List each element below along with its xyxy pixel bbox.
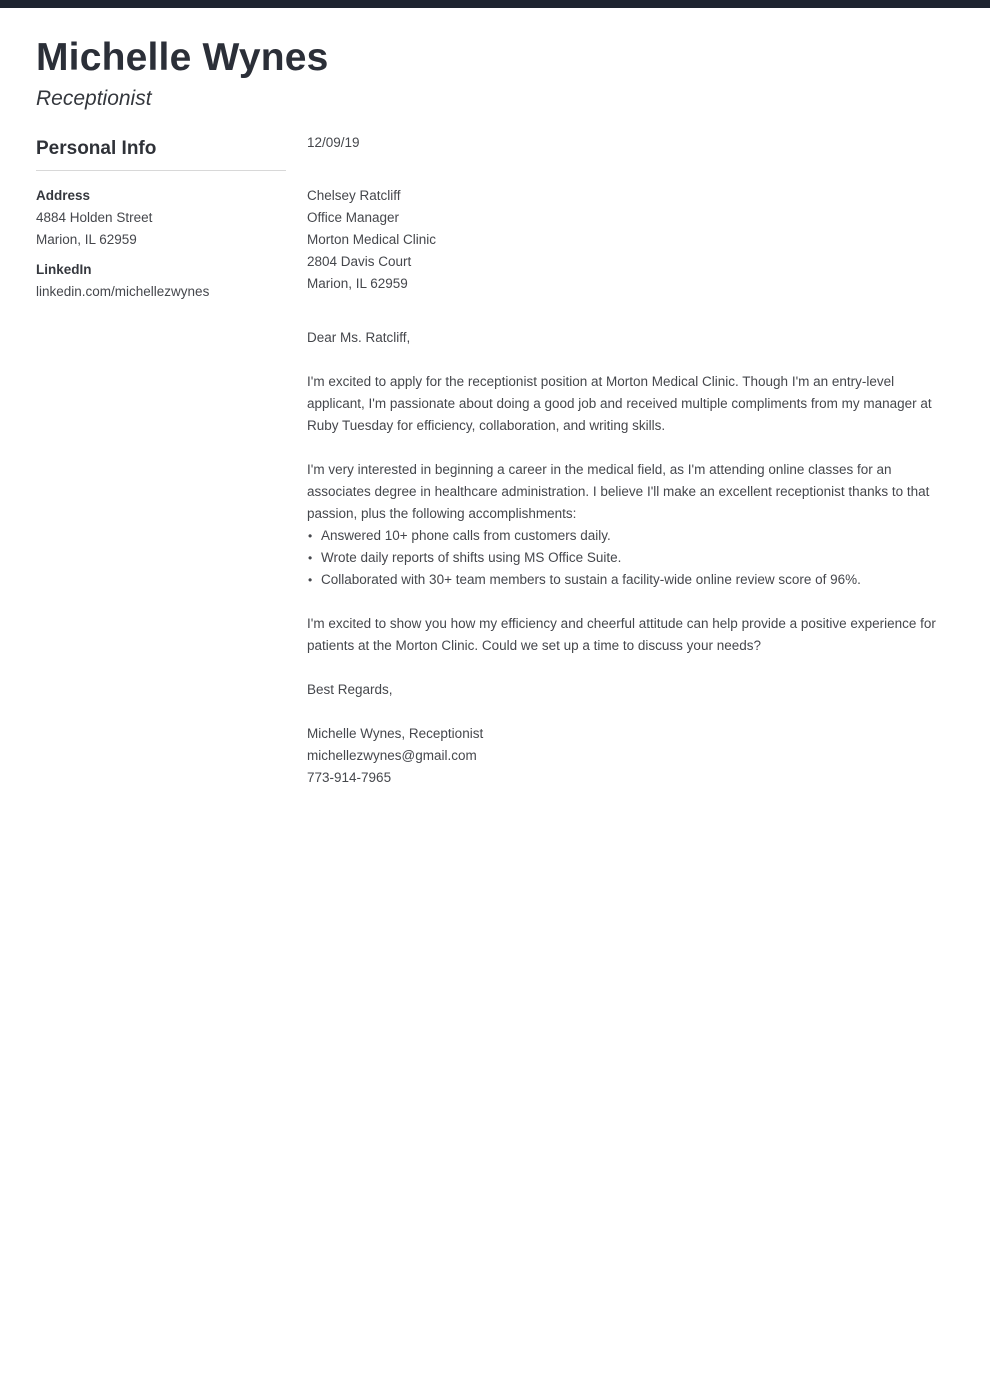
applicant-name: Michelle Wynes	[36, 36, 329, 79]
linkedin-section	[36, 259, 286, 303]
signature-phone: 773-914-7965	[307, 770, 392, 785]
recipient-city: Marion, IL 62959	[307, 276, 408, 291]
salutation: Dear Ms. Ratcliff,	[307, 330, 411, 345]
signoff: Best Regards,	[307, 682, 393, 697]
accomplishments-list	[307, 525, 952, 591]
address-street: 4884 Holden Street	[36, 210, 153, 225]
content-columns	[36, 133, 952, 789]
address-section	[36, 185, 286, 251]
recipient-block	[307, 185, 952, 295]
signature-block	[307, 723, 952, 789]
paragraph-interest: I'm very interested in beginning a career in the medical field, as I'm attending online classes for an associates degree in healthcare administration. I believe I'll make an excellent receptionist thanks to that passion, plus the following accomplishments:	[307, 462, 930, 521]
recipient-company: Morton Medical Clinic	[307, 232, 437, 247]
signature-name: Michelle Wynes, Receptionist	[307, 726, 484, 741]
letter-body	[307, 133, 952, 789]
recipient-street: 2804 Davis Court	[307, 254, 412, 269]
accomplishment-item: • Answered 10+ phone calls from customers daily.	[307, 525, 952, 547]
paragraph-closing: I'm excited to show you how my efficiency and cheerful attitude can help provide a positive experience for patients at the Morton Clinic. Could we set up a time to discuss your needs?	[307, 616, 936, 653]
personal-info-sidebar	[36, 133, 286, 303]
address-label: Address	[36, 188, 91, 203]
linkedin-url: linkedin.com/michellezwynes	[36, 284, 210, 299]
signature-email: michellezwynes@gmail.com	[307, 748, 477, 763]
applicant-job-title: Receptionist	[36, 87, 152, 110]
sidebar-heading: Personal Info	[36, 137, 286, 171]
recipient-title: Office Manager	[307, 210, 400, 225]
paragraph-intro: I'm excited to apply for the receptionist position at Morton Medical Clinic. Though I'm an entry-level applicant, I'm passionate about doing a good job and received multiple compliments from my manager at Ruby Tuesday for efficiency, collaboration, and writing skills.	[307, 374, 932, 433]
accomplishment-item: • Wrote daily reports of shifts using MS Office Suite.	[307, 547, 952, 569]
letter-header	[36, 36, 952, 111]
address-city: Marion, IL 62959	[36, 232, 137, 247]
linkedin-label: LinkedIn	[36, 262, 92, 277]
recipient-name: Chelsey Ratcliff	[307, 188, 401, 203]
accent-top-bar	[0, 0, 990, 8]
accomplishment-item: • Collaborated with 30+ team members to sustain a facility-wide online review score of 96%.	[307, 569, 952, 591]
letter-date: 12/09/19	[307, 135, 360, 150]
